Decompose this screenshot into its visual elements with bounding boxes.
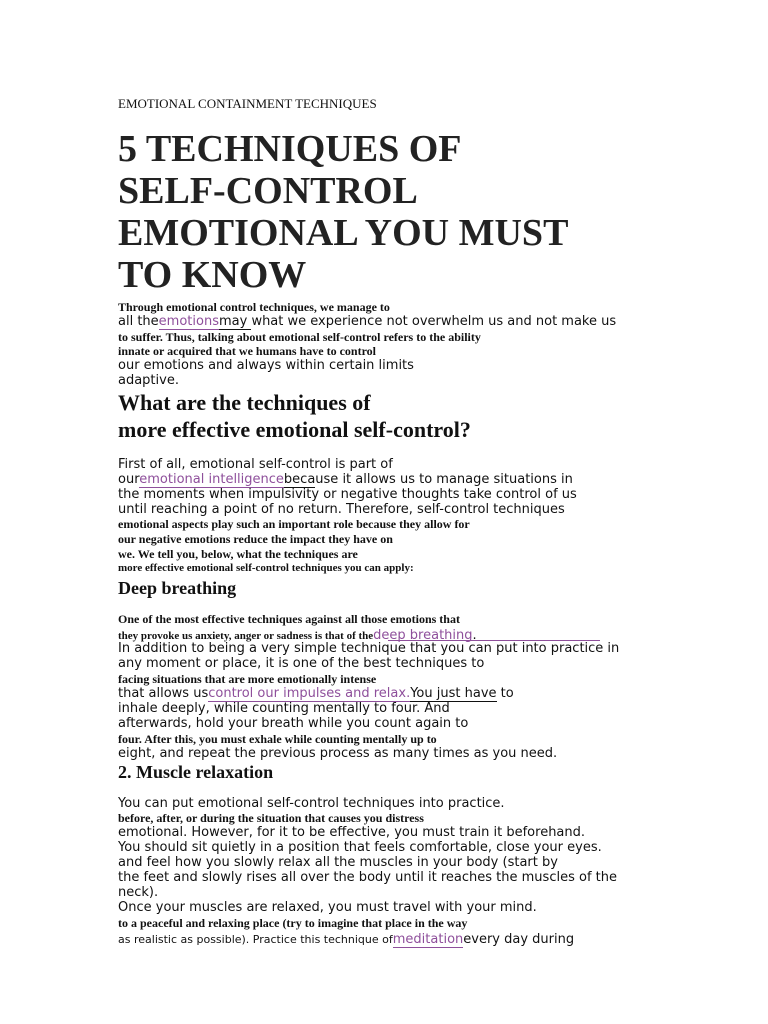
paragraph-line: our negative emotions reduce the impact they have on [118,532,393,546]
intro-line: adaptive. [118,373,179,388]
paragraph-line: You should sit quietly in a position that feels comfortable, close your eyes. [118,840,602,855]
paragraph-line: neck). [118,885,159,900]
paragraph-line: until reaching a point of no return. Therefore, self-control techniques [118,502,565,517]
paragraph-line: the feet and slowly rises all over the body until it reaches the muscles of the [118,870,617,885]
section-heading-muscle-relaxation: 2. Muscle relaxation [118,762,274,782]
title-line: EMOTIONAL YOU MUST [118,212,569,254]
paragraph-line: eight, and repeat the previous process as many times as you need. [118,746,558,761]
meditation-link[interactable]: meditation [392,932,464,947]
section-heading-deep-breathing: Deep breathing [118,578,237,598]
paragraph-line: inhale deeply, while counting mentally to four. And [118,701,450,716]
intro-line: all theemotionsmay what we experience not overwhelm us and not make us [118,314,617,329]
title-line: 5 TECHNIQUES OF [118,128,462,170]
paragraph-line: the moments when impulsivity or negative thoughts take control of us [118,487,577,502]
category-label: EMOTIONAL CONTAINMENT TECHNIQUES [118,96,377,111]
control-impulses-link[interactable]: control our impulses and relax. [208,686,411,701]
paragraph-line: to a peaceful and relaxing place (try to imagine that place in the way [118,916,468,930]
paragraph-line: four. After this, you must exhale while counting mentally up to [118,732,437,746]
paragraph-line: that allows uscontrol our impulses and relax.You just have to [118,686,514,701]
paragraph-line: facing situations that are more emotionally intense [118,672,377,686]
page-title [118,128,568,296]
paragraph-line: as realistic as possible). Practice this technique ofmeditationevery day during [118,932,575,947]
title-line: TO KNOW [118,254,307,296]
paragraph-line: before, after, or during the situation that causes you distress [118,811,424,825]
emotions-link[interactable]: emotions [158,314,219,329]
intro-line: our emotions and always within certain limits [118,358,414,373]
deep-breathing-link[interactable]: deep breathing [373,628,473,643]
paragraph-line: First of all, emotional self-control is part of [118,457,393,472]
paragraph-line: You can put emotional self-control techniques into practice. [118,796,505,811]
paragraph-line: and feel how you slowly relax all the muscles in your body (start by [118,855,558,870]
paragraph-line: emotional. However, for it to be effective, you must train it beforehand. [118,825,586,840]
paragraph-line: emotional aspects play such an important role because they allow for [118,517,470,531]
paragraph-line: In addition to being a very simple technique that you can put into practice in [118,641,620,656]
intro-line: innate or acquired that we humans have to control [118,344,377,358]
paragraph-line: they provoke us anxiety, anger or sadness is that of thedeep breathing. [118,628,477,643]
paragraph-line: we. We tell you, below, what the techniques are [118,547,358,561]
paragraph-line: Once your muscles are relaxed, you must travel with your mind. [118,900,537,915]
intro-line: to suffer. Thus, talking about emotional self-control refers to the ability [118,330,481,344]
section-heading-techniques: What are the techniques of more effective emotional self-control? [118,390,471,442]
paragraph-line: more effective emotional self-control techniques you can apply: [118,562,414,574]
title-line: SELF-CONTROL [118,170,418,212]
paragraph-line: any moment or place, it is one of the best techniques to [118,656,485,671]
emotional-intelligence-link[interactable]: emotional intelligence [139,472,284,487]
paragraph-line: ouremotional intelligencebecause it allows us to manage situations in [118,472,573,487]
paragraph-line: One of the most effective techniques against all those emotions that [118,612,460,626]
intro-line: Through emotional control techniques, we manage to [118,300,390,314]
paragraph-line: afterwards, hold your breath while you count again to [118,716,469,731]
